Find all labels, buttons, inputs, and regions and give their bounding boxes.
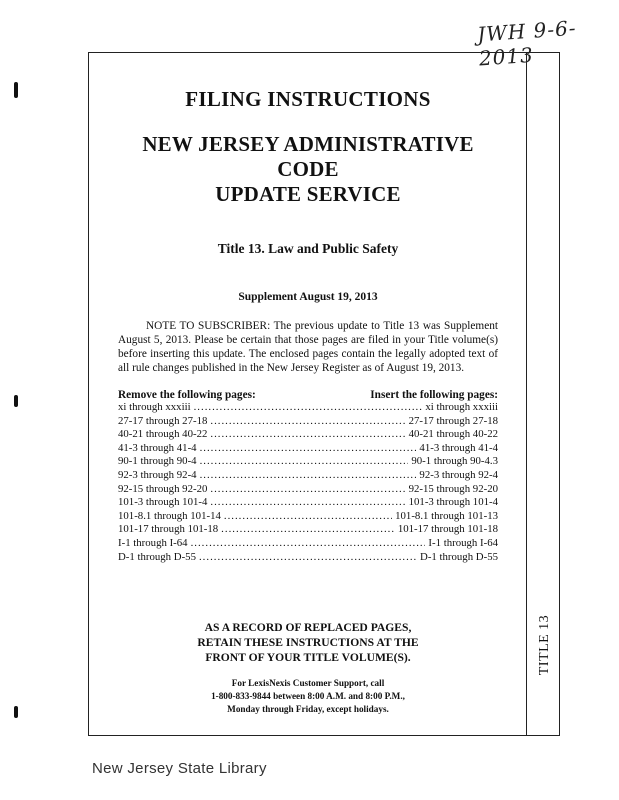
list-item: 90-1 through 90-4 ..... 90-1 through 90-4.3	[118, 455, 498, 469]
insert-header: Insert the following pages:	[370, 389, 498, 401]
list-item: xi through xxxiii ..... xi through xxxiii	[118, 401, 498, 415]
pages-list	[118, 401, 498, 564]
support-line: For LexisNexis Customer Support, call	[231, 678, 385, 688]
side-tab	[533, 605, 557, 685]
list-item: 101-3 through 101-4 ..... 101-3 through 101-4	[118, 496, 498, 510]
title-section: Title 13. Law and Public Safety	[217, 241, 399, 256]
record-notice	[118, 620, 498, 665]
record-line: FRONT OF YOUR TITLE VOLUME(S).	[205, 651, 411, 664]
punch-mark	[14, 706, 18, 718]
list-item: D-1 through D-55 ..... D-1 through D-55	[118, 551, 498, 565]
record-line: RETAIN THESE INSTRUCTIONS AT THE	[197, 636, 419, 649]
remove-header: Remove the following pages:	[118, 389, 256, 401]
subtitle-line: NEW JERSEY ADMINISTRATIVE CODE	[142, 132, 474, 181]
record-line: AS A RECORD OF REPLACED PAGES,	[204, 621, 412, 634]
supplement-date: Supplement August 19, 2013	[238, 291, 378, 303]
side-divider	[526, 52, 527, 736]
handwritten-note: JWH 9-6-2013	[476, 15, 578, 71]
page-title: FILING INSTRUCTIONS	[185, 87, 431, 111]
list-item: 101-17 through 101-18 ..... 101-17 through 101-18	[118, 523, 498, 537]
page-subtitle	[118, 132, 498, 207]
list-item: 101-8.1 through 101-14 ..... 101-8.1 through 101-13	[118, 510, 498, 524]
pages-list-header	[118, 389, 498, 401]
support-info	[118, 677, 498, 716]
support-line: Monday through Friday, except holidays.	[227, 704, 389, 714]
list-item: 27-17 through 27-18 ..... 27-17 through 27-18	[118, 415, 498, 429]
instructions-body	[118, 52, 498, 564]
library-stamp: New Jersey State Library	[92, 760, 267, 777]
subscriber-note: NOTE TO SUBSCRIBER: The previous update to Title 13 was Supplement August 5, 2013. Please be certain that those pages are filed in your Title volume(s) before inserting this update. The enclosed pages contain the legally adopted text of all rule changes published in the New Jersey Register as of August 19, 2013.	[118, 320, 498, 374]
list-item: 41-3 through 41-4 ..... 41-3 through 41-4	[118, 442, 498, 456]
support-line: 1-800-833-9844 between 8:00 A.M. and 8:00 P.M.,	[211, 691, 405, 701]
side-tab-label: TITLE 13	[537, 614, 552, 676]
list-item: 92-15 through 92-20 ..... 92-15 through 92-20	[118, 483, 498, 497]
list-item: 92-3 through 92-4 ..... 92-3 through 92-4	[118, 469, 498, 483]
subtitle-line: UPDATE SERVICE	[215, 182, 401, 206]
list-item: 40-21 through 40-22 ..... 40-21 through 40-22	[118, 428, 498, 442]
punch-mark	[14, 395, 18, 407]
punch-mark	[14, 82, 18, 98]
list-item: I-1 through I-64 ..... I-1 through I-64	[118, 537, 498, 551]
